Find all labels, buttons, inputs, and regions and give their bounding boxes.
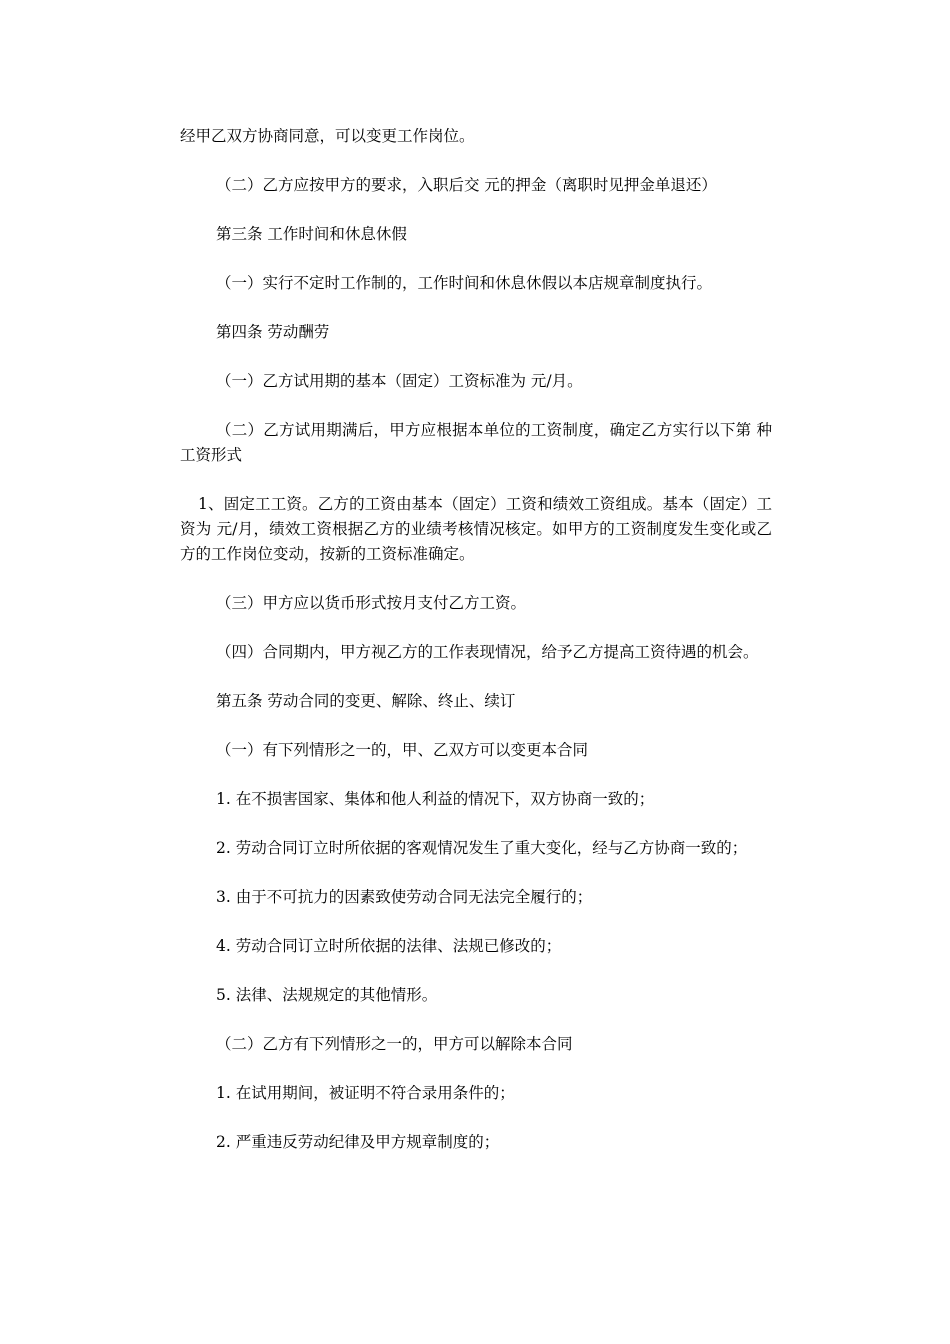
paragraph-2: （二）乙方应按甲方的要求，入职后交 元的押金（离职时见押金单退还）	[216, 176, 717, 194]
paragraph-8: 1、固定工工资。乙方的工资由基本（固定）工资和绩效工资组成。基本（固定）工资为 元/月，绩效工资根据乙方的业绩考核情况核定。如甲方的工资制度发生变化或乙方的工作岗位变动，按新的工资标准确定。	[180, 495, 772, 563]
paragraph-18: （二）乙方有下列情形之一的，甲方可以解除本合同	[216, 1035, 573, 1053]
list-item-5: 5. 法律、法规规定的其他情形。	[216, 986, 438, 1004]
list-item-4: 4. 劳动合同订立时所依据的法律、法规已修改的；	[216, 937, 562, 955]
paragraph-1: 经甲乙双方协商同意，可以变更工作岗位。	[180, 127, 475, 145]
document-body	[180, 124, 772, 1179]
section-heading-article-5: 第五条 劳动合同的变更、解除、终止、续订	[216, 692, 516, 710]
list-item-2: 2. 劳动合同订立时所依据的客观情况发生了重大变化，经与乙方协商一致的；	[216, 839, 748, 857]
paragraph-10: （四）合同期内，甲方视乙方的工作表现情况，给予乙方提高工资待遇的机会。	[216, 643, 759, 661]
list-item-termination-2: 2. 严重违反劳动纪律及甲方规章制度的；	[216, 1133, 500, 1151]
list-item-termination-1: 1. 在试用期间，被证明不符合录用条件的；	[216, 1084, 515, 1102]
paragraph-12: （一）有下列情形之一的，甲、乙双方可以变更本合同	[216, 741, 589, 759]
list-item-1: 1. 在不损害国家、集体和他人利益的情况下，双方协商一致的；	[216, 790, 655, 808]
list-item-3: 3. 由于不可抗力的因素致使劳动合同无法完全履行的；	[216, 888, 593, 906]
section-heading-article-4: 第四条 劳动酬劳	[216, 323, 330, 341]
paragraph-9: （三）甲方应以货币形式按月支付乙方工资。	[216, 594, 527, 612]
section-heading-article-3: 第三条 工作时间和休息休假	[216, 225, 407, 243]
paragraph-7: （二）乙方试用期满后，甲方应根据本单位的工资制度，确定乙方实行以下第 种工资形式	[180, 421, 772, 464]
paragraph-4: （一）实行不定时工作制的，工作时间和休息休假以本店规章制度执行。	[216, 274, 713, 292]
paragraph-6: （一）乙方试用期的基本（固定）工资标准为 元/月。	[216, 372, 583, 390]
